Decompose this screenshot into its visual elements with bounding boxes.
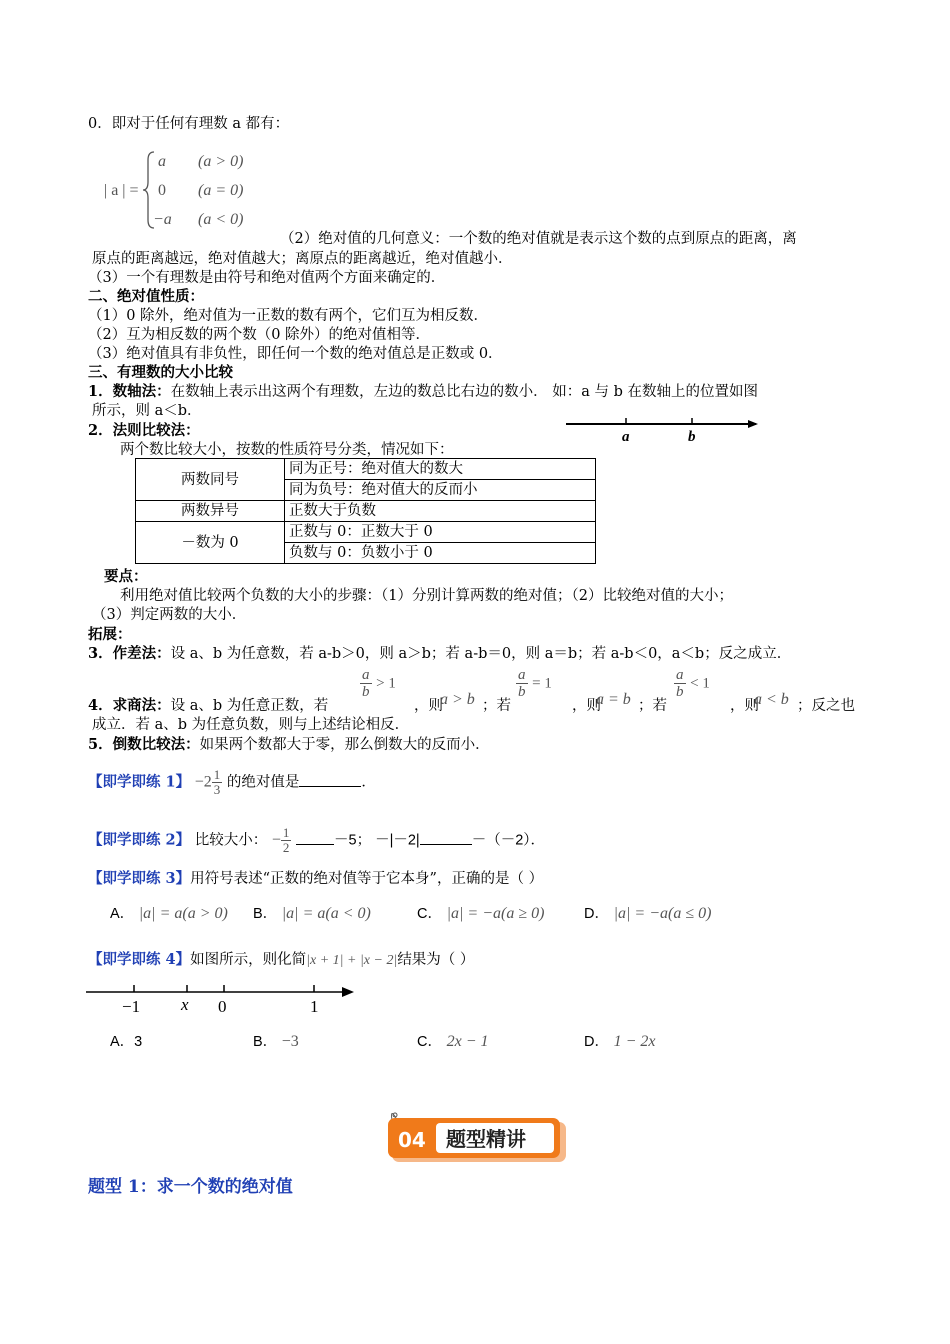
comparison-table	[135, 458, 596, 564]
practice-2: 【即学即练 2】 比较大小： − $\frac{1}{2}$ －5； －|－2| －（－2）．	[88, 825, 546, 855]
table-cell: 同为负号：绝对值大的反而小	[285, 480, 596, 501]
axis-label-a: a	[622, 429, 630, 445]
tick-label: −1	[122, 997, 141, 1016]
badge-number: 04	[398, 1128, 426, 1152]
badge-graphic	[388, 1112, 566, 1168]
table-cell: 同为正号：绝对值大的数大	[285, 459, 596, 480]
property-item: （1）0 除外，绝对值为一正数的数有两个，它们互为相反数．	[88, 308, 489, 324]
geo-meaning-2: 原点的距离越远，绝对值越大；离原点的距离越近，绝对值越小．	[92, 251, 513, 267]
table-key: 两数同号	[136, 459, 285, 501]
property-item: （2）互为相反数的两个数（0 除外）的绝对值相等．	[88, 327, 431, 343]
method-1-cont: 所示，则 a＜b．	[92, 403, 202, 419]
table-cell: 正数大于负数	[285, 501, 596, 522]
method-5: 5．倒数比较法：如果两个数都大于零，那么倒数大的反而小．	[88, 736, 490, 753]
table-row	[136, 522, 596, 543]
option-c[interactable]: C． |a| = −a(a ≥ 0)	[417, 905, 545, 922]
table-row	[136, 459, 596, 480]
number-line-x	[84, 980, 360, 1016]
piece-expr-2: 0	[158, 182, 166, 199]
answer-blank[interactable]	[299, 786, 361, 787]
answer-blank[interactable]	[420, 844, 472, 845]
piece-cond-3: (a < 0)	[198, 211, 244, 228]
piece-expr-3: −a	[153, 211, 172, 228]
key-points-text: 利用绝对值比较两个负数的大小的步骤：（1）分别计算两数的绝对值；（2）比较绝对值的大小；	[120, 588, 733, 604]
option-a[interactable]: A． |a| = a(a > 0)	[110, 905, 228, 922]
geo-meaning-1: （2）绝对值的几何意义：一个数的绝对值就是表示这个数的点到原点的距离，离	[280, 231, 797, 247]
practice-3: 【即学即练 3】用符号表述“正数的绝对值等于它本身”，正确的是（ ）	[88, 870, 544, 887]
method-4-if: ；若	[482, 698, 511, 714]
tick-label: 0	[218, 997, 227, 1016]
table-cell: 正数与 0：正数大于 0	[285, 522, 596, 543]
method-3: 3．作差法：设 a、b 为任意数，若 a-b＞0，则 a＞b；若 a-b＝0，则 a＝b；若 a-b＜0，a＜b；反之成立．	[88, 645, 792, 662]
option-d[interactable]: D． 1 − 2x	[584, 1033, 656, 1050]
table-row	[136, 501, 596, 522]
table-cell: 负数与 0：负数小于 0	[285, 543, 596, 564]
ratio-gt-1: $\frac{a}{b}$ > 1	[362, 667, 396, 700]
practice-4: 【即学即练 4】如图所示，则化简|x + 1| + |x − 2|结果为（ ）	[88, 951, 475, 968]
result-gt: a > b	[440, 691, 475, 708]
question-type-title: 题型 1：求一个数的绝对值	[88, 1177, 293, 1197]
result-lt: a < b	[754, 691, 789, 708]
piece-cond-2: (a = 0)	[198, 182, 244, 199]
option-b[interactable]: B． |a| = a(a < 0)	[253, 905, 371, 922]
result-eq: a = b	[596, 691, 631, 708]
axis-label-b: b	[688, 429, 696, 445]
method-4-then: ，则	[572, 698, 601, 714]
section-title: 二、绝对值性质：	[88, 288, 204, 305]
piece-expr-1: a	[158, 153, 166, 170]
method-4-conv: ；反之也	[797, 698, 855, 714]
badge-label: 题型精讲	[446, 1127, 526, 1151]
section-badge	[388, 1112, 566, 1160]
method-4-if: ；若	[638, 698, 667, 714]
option-c[interactable]: C． 2x − 1	[417, 1033, 489, 1050]
method-1: 1．数轴法：在数轴上表示出这两个有理数，左边的数总比右边的数小． 如：a 与 b 在数轴上的位置如图	[88, 383, 758, 400]
method-2-text: 两个数比较大小，按数的性质符号分类，情况如下：	[120, 442, 454, 458]
table-key: －数为 0	[136, 522, 285, 564]
extension-label: 拓展：	[88, 626, 132, 643]
method-4-then: ，则	[730, 698, 759, 714]
key-points-text-2: （3）判定两数的大小．	[92, 607, 247, 623]
table-key: 两数异号	[136, 501, 285, 522]
method-4-cont: 成立．若 a、b 为任意负数，则与上述结论相反．	[92, 717, 410, 733]
key-points-label: 要点：	[104, 568, 148, 585]
piece-cond-1: (a > 0)	[198, 153, 244, 170]
option-a[interactable]: A．3	[110, 1034, 143, 1050]
intro-point-3: （3）一个有理数是由符号和绝对值两个方面来确定的．	[88, 270, 446, 286]
number-line-ab	[562, 410, 766, 446]
piecewise-lhs: | a | =	[104, 182, 139, 199]
method-2-label: 2．法则比较法：	[88, 422, 200, 439]
option-d[interactable]: D． |a| = −a(a ≤ 0)	[584, 905, 712, 922]
tick-label: 1	[310, 997, 319, 1016]
method-4: 4．求商法：设 a、b 为任意正数，若	[88, 697, 329, 714]
answer-blank[interactable]	[296, 844, 334, 845]
method-4-then: ，则	[414, 698, 443, 714]
option-b[interactable]: B． −3	[253, 1033, 299, 1050]
ratio-lt-1: $\frac{a}{b}$ < 1	[676, 667, 710, 700]
property-item: （3）绝对值具有非负性，即任何一个数的绝对值总是正数或 0．	[88, 346, 503, 362]
tick-label: x	[181, 995, 189, 1014]
ratio-eq-1: $\frac{a}{b}$ = 1	[518, 667, 552, 700]
intro-line: 0．即对于任何有理数 a 都有：	[88, 116, 290, 132]
section-title: 三、有理数的大小比较	[88, 364, 233, 381]
practice-1: 【即学即练 1】 −2 $\frac{1}{3}$ 的绝对值是 ．	[88, 767, 376, 797]
